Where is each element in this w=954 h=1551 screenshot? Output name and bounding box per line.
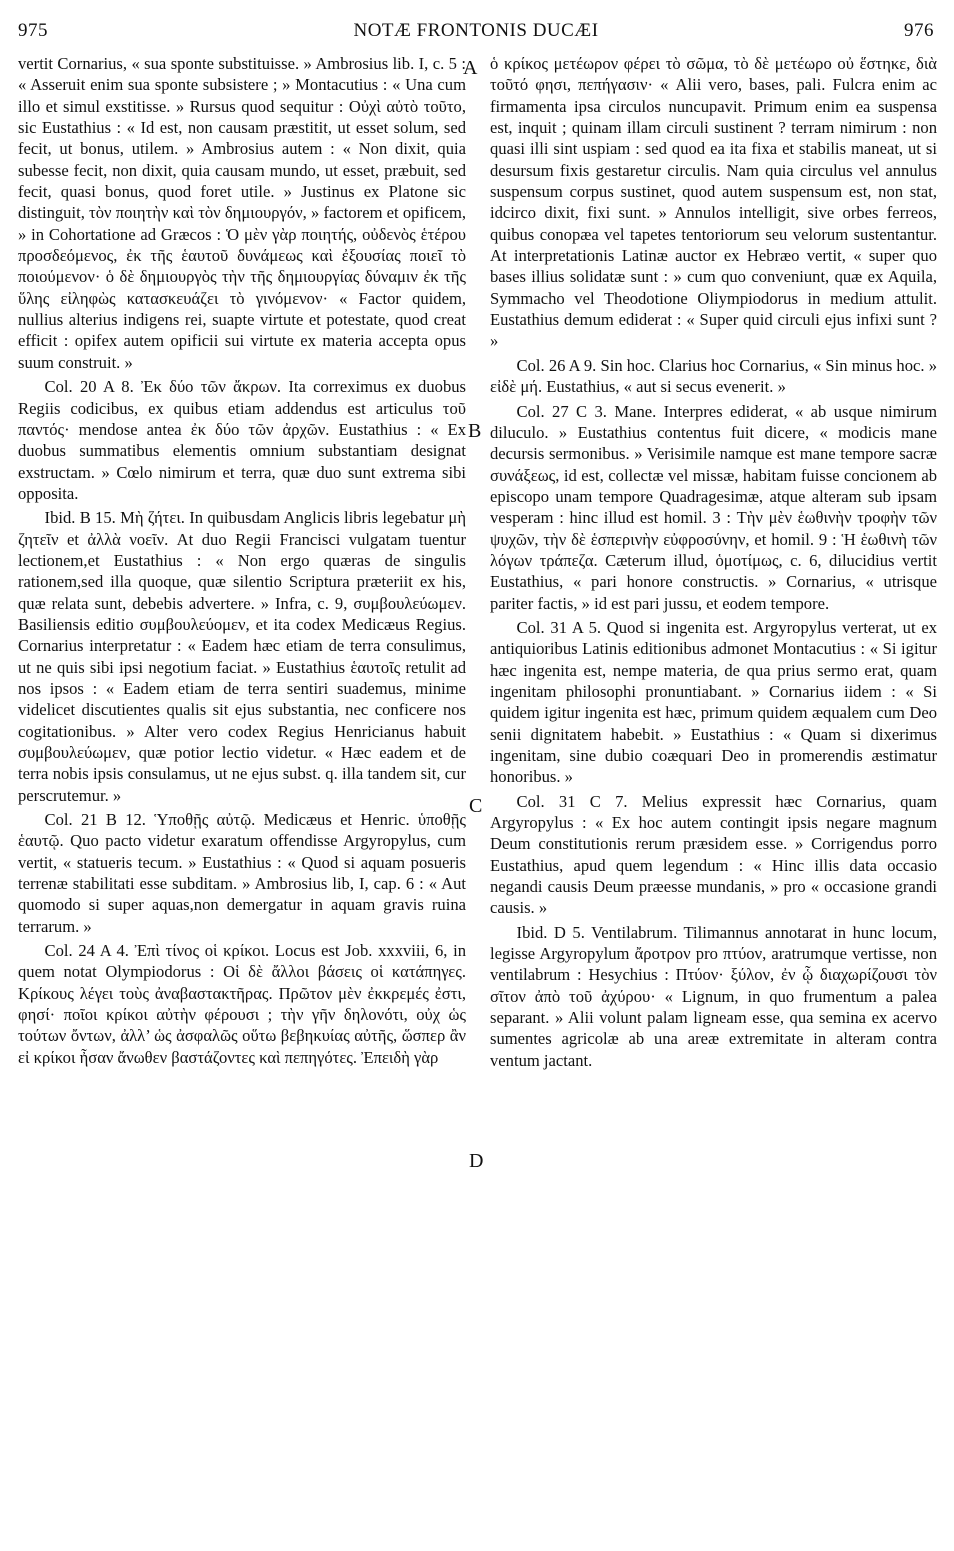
left-column — [18, 53, 466, 1068]
paragraph: ὁ κρίκος μετέωρον φέρει τὸ σῶμα, τὸ δὲ μετέωρο οὐ ἕστηκε, διὰ τοῦτό φησι, πεπήγασιν· « Alii vero, bases, pali. Fulcra enim ac firmamenta ipsa circulos nuncupavit. Primum enim ea suspensa est, inquit ; quinam illam circuli sustinent ? terram nimirum : non quasi illi sint uspiam : sed quod ea ita fixa et stabilis maneat, ut si desursum fixis gestaretur circulis. Nam quia circulus vel annulus suspensum corpus sustinet, quod autem suspensum est, non stat, idcirco dixit, fixi sunt. » Annulos intelligit, sive orbes ferreos, quibus conopæa vel tapetes tentoriorum seu velorum sustentantur. At interpretationis Latinæ auctor ex Hebræo vertit, « super quo bases illius solidatæ sunt : » cum quo conveniunt, quæ ex Aquila, Symmacho vel Theodotione Oliympiodorus in medium attulit. Eustathius demum ediderat : « Super quid circuli ejus infixi sunt ? » — [490, 54, 937, 351]
page-number-left: 975 — [18, 20, 48, 41]
margin-letter-c: C — [469, 795, 483, 817]
paragraph: Col. 21 B 12. Ὑποθῇς αὐτῷ. Medicæus et Henric. ὑποθῇς ἑαυτῷ. Quo pacto videtur exaratum offendisse Argyropylus, cum vertit, « statueris tecum. » Eustathius : « Quod si aquam posueris terrenæ stabilitati esse subditam. » Ambrosius lib, I, cap. 6 : « Aut quomodo si super aquas,non demergatur in aquam gravis ruina terrarum. » — [18, 810, 466, 936]
right-column — [490, 53, 937, 1071]
paragraph: Col. 26 A 9. Sin hoc. Clarius hoc Cornarius, « Sin minus hoc. » εἰδὲ μή. Eustathius, « aut si secus evenerit. » — [490, 355, 937, 397]
margin-letter-d: D — [469, 1150, 484, 1172]
paragraph: Ibid. B 15. Μὴ ζήτει. In quibusdam Anglicis libris legebatur μὴ ζητεῖν et ἀλλὰ νοεῖν. At duo Regii Francisci vulgatam tuentur lectionem,et Eustathius : « Non ergo quæras de singulis rationem,sed illa quoque, quæ silentio Scriptura præteriit ex his, quæ relata sunt, debebis advertere. » Infra, c. 9, συμβουλεύωμεν. Basiliensis editio συμβουλεύομεν, et ita codex Medicæus Regius. Cornarius interpretatur : « Eadem hæc etiam de terra consulimus, ut ne quis sibi ipsi negotium faciat. » Eustathius ἑαυτοῖς retulit ad nos ipsos : « Eadem etiam de terra sentiri suademus, minime videlicet discutientes qualis sit ejus substantia, nec conficere nos cogitationibus. » Alter vero codex Regius Henricianus habuit συμβουλεύωμεν, quæ potior lectio videtur. « Hæc eadem et de terra nobis ipsis consulamus, ut ne ejus subst. q. illa tandem sit, cur perscrutemur. » — [18, 508, 466, 805]
page-number-right: 976 — [904, 20, 934, 41]
paragraph: Ibid. D 5. Ventilabrum. Tilimannus annotarat in hunc locum, legisse Argyropylum ἄροτρον pro πτύον, aratrumque vertisse, non ventilabrum : Hesychius : Πτύον· ξύλον, ἐν ᾧ διαχωρίζουσι τὸν σῖτον ἀπὸ τοῦ ἀχύρου· « Lignum, in quo frumentum a palea separant. » Alii volunt palam ligneam esse, qua semina ex acervo sumentes agricolæ ab una areæ extremitate in alteram contra ventum jactant. — [490, 922, 937, 1070]
paragraph: Col. 31 C 7. Melius expressit hæc Cornarius, quam Argyropylus : « Ex hoc autem contingit ipsis negare magnum Deum constitutionis rerum præsidem esse. » Corrigendus porro Eustathius, apud quem legendum : « Hinc illis data occasio negandi causis Deum præesse mundanis, » pro « occasione grandi causis. » — [490, 791, 937, 918]
paragraph: Col. 20 A 8. Ἐκ δύο τῶν ἄκρων. Ita correximus ex duobus Regiis codicibus, ex quibus etiam addendus est articulus τοῦ παντός· mendose antea ἐκ δύο τῶν ἀρχῶν. Eustathius : « Ex duobus summatibus elementis omnium substantiam designat exstructam. » Cœlo nimirum et terra, quæ duo sunt extrema sibi opposita. — [18, 377, 466, 503]
running-title: NOTÆ FRONTONIS DUCÆI — [353, 20, 599, 41]
paragraph: Col. 31 A 5. Quod si ingenita est. Argyropylus verterat, ut ex antiquioribus Latinis editionibus admonet Montacutius : « Si igitur hæc ingenita est, nempe materia, de qua prius sermo erat, quam ingenitam philosophi pronuntiabant. » Cornarius iidem : « Si quidem igitur ingenita est hæc, primum quidem æqualem cum Deo senii dignitatem habebit. » Eustathius : « Quam si dixerimus ingenitam, sine dubio coæquari Deo in promerendis æstimatur honoribus. » — [490, 617, 937, 787]
paragraph: Col. 27 C 3. Mane. Interpres ediderat, « ab usque nimirum diluculo. » Eustathius contentus fuit dicere, « modicis mane decursis sermonibus. » Verisimile namque est mane tempore sacræ συνάξεως, id est, collectæ vel missæ, habitam fuisse concionem ab episcopo unam tempore Quadragesimæ, atque alteram sub ipsam vesperam : hinc illud est homil. 3 : Τὴν μὲν ἑωθινὴν τροφὴν τῶν ψυχῶν, τὴν δὲ ἑσπερινὴν εὐφροσύνην, et homil. 9 : Ἡ ἑωθινὴ τῶν λόγων τράπεζα. Cæterum illud, ὁμοτίμως, c. 6, dilucidius vertit Eustathius, « pari honore constructis. » Cornarius, « utrisque pariter factis, » id est pari jussu, et eodem tempore. — [490, 401, 937, 613]
margin-letter-a: A — [463, 57, 478, 79]
paragraph: vertit Cornarius, « sua sponte substituisse. » Ambrosius lib. I, c. 5 : « Asseruit enim sua sponte subsistere ; » Montacutius : « Una cum illo et simul exstitisse. » Rursus quod sequitur : Οὐχὶ αὐτὸ τοῦτο, sic Eustathius : « Id est, non causam præstitit, ut esset solum, sed fecit, ut bonus, utilem. » Ambrosius autem : « Non dixit, quia subesse fecit, non dixit, quia causam mundo, ut esset, præbuit, sed fecit, quasi bonus, quod foret utile. » Justinus ex Platone sic distinguit, τὸν ποιητὴν καὶ τὸν δημιουργόν, » factorem et opificem, » in Cohortatione ad Græcos : Ὁ μὲν γὰρ ποιητής, οὐδενὸς ἑτέρου προσδεόμενος, ἐκ τῆς ἑαυτοῦ δυνάμεως καὶ ἐξουσίας ποιεῖ τὸ ποιούμενον· ὁ δὲ δημιουργὸς τὴν τῆς δημιουργίας δύναμιν ἐκ τῆς ὕλης εἰληφὼς κατασκευάζει τὸ γινόμενον· « Factor quidem, nullius alterius indigens rei, suapte virtute et potestate, quod creat efficit : opifex autem opificii sui virtute ex materia accepta opus suum construit. » — [18, 54, 466, 372]
margin-letter-b: B — [468, 420, 482, 442]
page-header — [18, 14, 934, 48]
paragraph: Col. 24 A 4. Ἐπὶ τίνος οἱ κρίκοι. Locus est Job. xxxviii, 6, in quem notat Olympiodorus : Οἱ δὲ ἄλλοι βάσεις οἱ κατάπηγες. Κρίκους λέγει τοὺς ἀναβαστακτῆρας. Πρῶτον μὲν ἐκκρεμές ἐστι, φησί· ποῖοι κρίκοι αὐτὴν φέρουσι ; τὴν γῆν δηλονότι, οὐχ ὡς τούτων ὄντων, ἀλλ’ ὡς ἀσφαλῶς οὕτω βεβηκυίας αὐτῆς, ὥσπερ ἂν εἰ κρίκοι ἦσαν ἄνωθεν βαστάζοντες καὶ πεπηγότες. Ἐπειδὴ γὰρ — [18, 941, 466, 1067]
